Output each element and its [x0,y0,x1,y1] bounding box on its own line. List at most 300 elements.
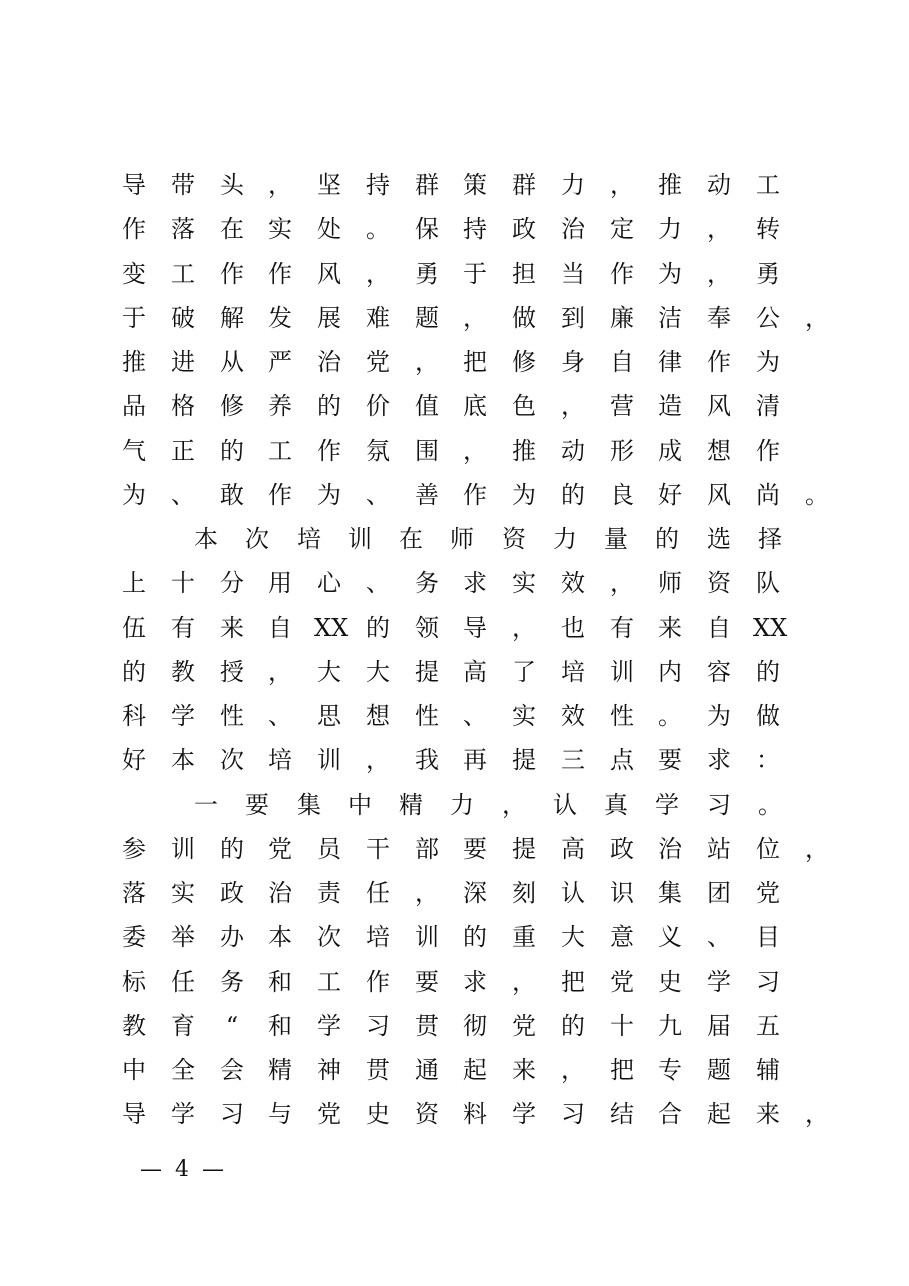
text-char: 转 [756,215,780,243]
text-char: 习 [756,968,780,996]
text-char: 求 [463,569,487,597]
text-char: 变 [122,260,146,288]
text-char: 一 [194,791,218,819]
text-char: 从 [220,348,244,376]
text-char: 贯 [415,1012,439,1040]
text-line [0,1092,909,1136]
text-char: 提 [415,658,439,686]
text-char: 重 [512,923,536,951]
text-char: 史 [366,1100,390,1128]
text-char: 培 [297,525,321,553]
text-char: 五 [756,1012,780,1040]
text-char: 高 [561,835,585,863]
text-char: 党 [610,968,634,996]
text-char: 的 [317,392,341,420]
text-char: 了 [512,658,536,686]
text-char: 来 [220,614,244,642]
text-char: 治 [658,835,682,863]
text-char: 来 [512,1056,536,1084]
text-char: 员 [317,835,341,863]
text-char: XX [314,614,349,642]
text-char: 公 [756,304,780,332]
text-char: 大 [366,658,390,686]
text-char: 学 [171,1100,195,1128]
text-char: ， [463,304,487,332]
text-char: 育 [171,1012,195,1040]
text-char: 群 [415,171,439,199]
text-char: 成 [658,437,682,465]
text-char: 实 [171,879,195,907]
text-char: 为 [707,702,731,730]
text-char: 力 [450,791,474,819]
text-char: 参 [122,835,146,863]
text-char: 善 [415,481,439,509]
text-char: 党 [512,1012,536,1040]
text-char: 授 [220,658,244,686]
text-char: 难 [366,304,390,332]
text-char: 的 [561,481,585,509]
text-char: 资 [502,525,526,553]
text-char: 刻 [512,879,536,907]
text-char: 把 [610,1056,634,1084]
text-line [0,340,909,384]
text-char: ， [805,1100,829,1128]
text-char: 为 [756,348,780,376]
text-line [0,650,909,694]
text-char: 再 [463,746,487,774]
text-char: 题 [707,1056,731,1084]
text-char: 届 [707,1012,731,1040]
text-char: ， [366,260,390,288]
text-char: 严 [268,348,292,376]
text-char: ， [561,1056,585,1084]
text-char: 培 [366,923,390,951]
text-char: 作 [317,437,341,465]
text-char: 清 [756,392,780,420]
text-char: 带 [171,171,195,199]
text-char: 作 [366,968,390,996]
text-char: 、 [707,923,731,951]
text-char: 委 [122,923,146,951]
text-char: 队 [756,569,780,597]
text-char: 心 [317,569,341,597]
text-char: 思 [317,702,341,730]
text-char: 力 [553,525,577,553]
text-char: 作 [707,348,731,376]
text-char: 进 [171,348,195,376]
text-char: 当 [561,260,585,288]
text-char: 精 [268,1056,292,1084]
text-char: 站 [707,835,731,863]
text-char: 训 [171,835,195,863]
text-char: 为 [317,481,341,509]
text-char: 的 [220,437,244,465]
text-char: 在 [220,215,244,243]
text-char: 落 [171,215,195,243]
text-char: 。 [758,791,782,819]
text-char: 保 [415,215,439,243]
text-char: 力 [658,215,682,243]
text-char: 、 [463,702,487,730]
text-char: 党 [756,879,780,907]
text-line [0,252,909,296]
text-char: 团 [707,879,731,907]
text-line [0,561,909,605]
text-char: 推 [122,348,146,376]
text-char: 与 [268,1100,292,1128]
text-char: 正 [171,437,195,465]
text-char: 精 [399,791,423,819]
text-char: ， [268,171,292,199]
text-char: 为 [122,481,146,509]
text-char: 标 [122,968,146,996]
text-char: 养 [268,392,292,420]
text-char: 史 [658,968,682,996]
text-char: 效 [561,569,585,597]
text-char: 训 [348,525,372,553]
text-char: 效 [561,702,585,730]
text-char: 习 [220,1100,244,1128]
text-char: 选 [707,525,731,553]
text-char: 良 [610,481,634,509]
text-char: 训 [317,746,341,774]
text-char: 学 [317,1012,341,1040]
text-char: 为 [658,260,682,288]
text-char: ， [561,392,585,420]
text-char: 想 [366,702,390,730]
text-char: 发 [268,304,292,332]
text-char: 有 [610,614,634,642]
text-char: 律 [658,348,682,376]
text-char: 任 [366,879,390,907]
text-line [0,827,909,871]
text-char: 也 [561,614,585,642]
text-char: 我 [415,746,439,774]
text-char: 群 [512,171,536,199]
text-line [0,429,909,473]
text-line [0,163,909,207]
text-char: 目 [756,923,780,951]
text-char: 深 [463,879,487,907]
text-char: 认 [561,879,585,907]
text-char: 作 [268,260,292,288]
text-char: 的 [561,1012,585,1040]
text-char: 专 [658,1056,682,1084]
text-char: 真 [604,791,628,819]
text-char: 习 [707,791,731,819]
text-char: 中 [122,1056,146,1084]
text-char: 品 [122,392,146,420]
text-char: 认 [553,791,577,819]
text-char: 训 [610,658,634,686]
text-char: 于 [463,260,487,288]
text-char: ， [805,835,829,863]
text-char: 工 [317,968,341,996]
text-char: 的 [463,923,487,951]
text-char: 学 [655,791,679,819]
text-char: 洁 [658,304,682,332]
text-char: 义 [658,923,682,951]
text-char: 的 [655,525,679,553]
text-char: ： [756,746,780,774]
text-char: 勇 [415,260,439,288]
text-char: 本 [194,525,218,553]
text-char: 习 [366,1012,390,1040]
text-line [0,384,909,428]
text-char: 作 [463,481,487,509]
text-line [0,1048,909,1092]
text-line [0,517,909,561]
text-char: 伍 [122,614,146,642]
text-char: 要 [658,746,682,774]
text-char: 大 [317,658,341,686]
text-char: ， [707,260,731,288]
text-char: 通 [415,1056,439,1084]
text-char: 导 [463,614,487,642]
text-char: 奉 [707,304,731,332]
text-char: 集 [658,879,682,907]
text-char: 求 [463,968,487,996]
text-char: ， [512,614,536,642]
text-char: 身 [561,348,585,376]
text-char: 性 [415,702,439,730]
text-char: 作 [122,215,146,243]
text-char: 政 [512,215,536,243]
text-char: 力 [561,171,585,199]
text-line [0,871,909,915]
text-line [0,694,909,738]
text-char: ， [366,746,390,774]
text-line [0,207,909,251]
text-char: 勇 [756,260,780,288]
text-char: 氛 [366,437,390,465]
text-char: 学 [171,702,195,730]
text-char: 责 [317,879,341,907]
text-char: 和 [268,968,292,996]
text-char: 要 [245,791,269,819]
text-char: 工 [756,171,780,199]
text-char: 风 [707,481,731,509]
text-char: ， [707,215,731,243]
text-char: 把 [561,968,585,996]
text-char: 集 [297,791,321,819]
text-char: 教 [122,1012,146,1040]
text-char: 定 [610,215,634,243]
text-char: 破 [171,304,195,332]
text-char: 提 [512,835,536,863]
text-char: 培 [268,746,292,774]
text-char: 要 [463,835,487,863]
text-char: 、 [268,702,292,730]
text-char: 有 [171,614,195,642]
text-char: ， [415,348,439,376]
text-char: 实 [512,702,536,730]
text-char: 彻 [463,1012,487,1040]
text-char: 的 [756,658,780,686]
text-char: 、 [366,569,390,597]
text-char: 起 [463,1056,487,1084]
text-char: 好 [122,746,146,774]
text-char: 提 [512,746,536,774]
text-char: 持 [366,171,390,199]
text-line [0,783,909,827]
text-char: ， [415,879,439,907]
text-char: 实 [268,215,292,243]
text-char: 量 [604,525,628,553]
text-char: 廉 [610,304,634,332]
text-char: 推 [512,437,536,465]
text-char: 举 [171,923,195,951]
text-char: 来 [658,614,682,642]
text-char: 值 [415,392,439,420]
text-char: 九 [658,1012,682,1040]
text-char: 到 [561,304,585,332]
text-char: 意 [610,923,634,951]
text-char: 格 [171,392,195,420]
text-char: 修 [220,392,244,420]
text-char: 处 [317,215,341,243]
text-line [0,1004,909,1048]
text-char: 十 [171,569,195,597]
text-char: 和 [268,1012,292,1040]
text-char: 党 [366,348,390,376]
text-char: 为 [512,481,536,509]
text-char: 高 [463,658,487,686]
text-char: 大 [561,923,585,951]
text-char: 十 [610,1012,634,1040]
text-char: 工 [171,260,195,288]
text-char: 自 [610,348,634,376]
text-char: 落 [122,879,146,907]
text-char: 会 [220,1056,244,1084]
text-char: 动 [707,171,731,199]
text-char: 本 [268,923,292,951]
text-char: 学 [707,968,731,996]
text-char: 导 [122,171,146,199]
text-line [0,915,909,959]
text-char: 持 [463,215,487,243]
text-char: ， [805,304,829,332]
text-char: 工 [268,437,292,465]
text-char: 头 [220,171,244,199]
text-char: 治 [561,215,585,243]
text-line [0,296,909,340]
text-char: 坚 [317,171,341,199]
text-char: 底 [463,392,487,420]
text-char: 合 [658,1100,682,1128]
text-char: 要 [415,968,439,996]
text-char: 风 [707,392,731,420]
text-char: 修 [512,348,536,376]
text-char: 三 [561,746,585,774]
text-char: 作 [610,260,634,288]
text-char: 务 [220,968,244,996]
text-char: 求 [707,746,731,774]
text-char: ， [268,658,292,686]
page-number: — 4 — [140,1157,227,1182]
text-char: 。 [366,215,390,243]
text-char: 造 [658,392,682,420]
text-char: 任 [171,968,195,996]
text-char: 结 [610,1100,634,1128]
text-char: 做 [512,304,536,332]
text-char: 资 [415,1100,439,1128]
text-char: 党 [268,835,292,863]
text-char: 动 [561,437,585,465]
text-char: 教 [171,658,195,686]
text-char: 。 [658,702,682,730]
text-line [0,473,909,517]
text-char: 上 [122,569,146,597]
text-char: 色 [512,392,536,420]
text-char: 自 [268,614,292,642]
text-char: 担 [512,260,536,288]
text-char: 治 [317,348,341,376]
text-line [0,738,909,782]
text-char: 题 [415,304,439,332]
text-char: 的 [366,614,390,642]
text-char: 习 [561,1100,585,1128]
text-char: 来 [756,1100,780,1128]
text-char: ， [502,791,526,819]
text-char: 作 [268,481,292,509]
text-char: ， [512,968,536,996]
text-char: 全 [171,1056,195,1084]
text-char: 训 [415,923,439,951]
text-char: 次 [317,923,341,951]
text-char: 性 [610,702,634,730]
text-char: 想 [707,437,731,465]
text-char: 用 [268,569,292,597]
text-char: 点 [610,746,634,774]
text-char: 的 [220,835,244,863]
text-char: 识 [610,879,634,907]
text-line [0,606,909,650]
text-char: 、 [366,481,390,509]
text-char: 起 [707,1100,731,1128]
text-char: 干 [366,835,390,863]
text-char: 展 [317,304,341,332]
text-char: 推 [658,171,682,199]
text-char: 择 [758,525,782,553]
text-char: ， [463,437,487,465]
text-char: ， [610,569,634,597]
text-char: 办 [220,923,244,951]
text-char: 次 [220,746,244,774]
text-char: 治 [268,879,292,907]
text-char: 务 [415,569,439,597]
text-char: 把 [463,348,487,376]
text-char: 气 [122,437,146,465]
text-char: 做 [756,702,780,730]
text-char: 作 [756,437,780,465]
text-char: 神 [317,1056,341,1084]
text-char: 、 [171,481,195,509]
text-char: 于 [122,304,146,332]
text-char: 性 [220,702,244,730]
text-char: 围 [415,437,439,465]
text-char: 中 [348,791,372,819]
text-char: 部 [415,835,439,863]
text-char: 营 [610,392,634,420]
text-char: 师 [450,525,474,553]
text-char: 自 [707,614,731,642]
text-char: 在 [399,525,423,553]
text-char: “ [225,1012,239,1040]
text-char: 位 [756,835,780,863]
text-char: 贯 [366,1056,390,1084]
text-char: 政 [220,879,244,907]
